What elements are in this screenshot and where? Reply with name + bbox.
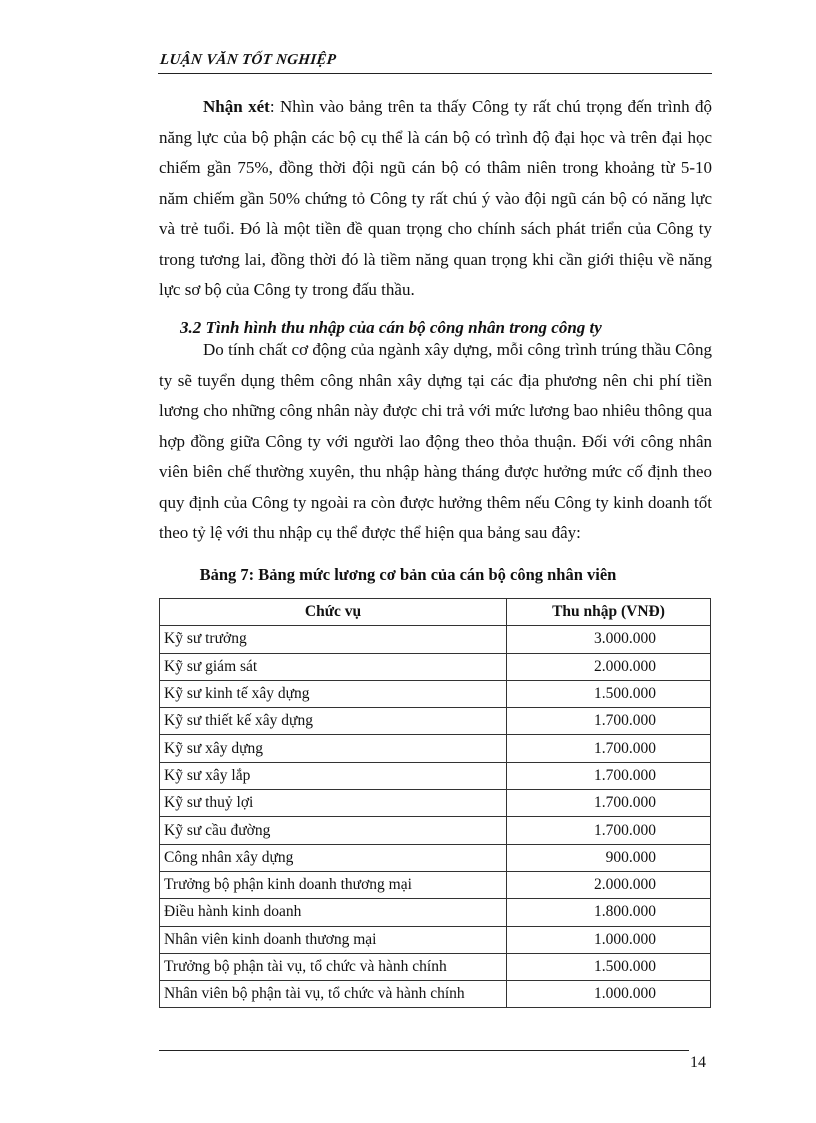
table-row: [160, 871, 711, 898]
cell-income: 1.700.000: [507, 790, 711, 817]
remark-label: Nhận xét: [203, 97, 270, 116]
cell-income: 2.000.000: [507, 653, 711, 680]
cell-income: 3.000.000: [507, 626, 711, 653]
cell-role: Kỹ sư thiết kế xây dựng: [160, 708, 507, 735]
table-row: [160, 953, 711, 980]
table-header-row: [160, 599, 711, 626]
header-divider: [158, 73, 712, 74]
salary-table: [159, 598, 711, 1008]
column-header-income: Thu nhập (VNĐ): [507, 599, 711, 626]
cell-income: 1.500.000: [507, 680, 711, 707]
cell-role: Kỹ sư giám sát: [160, 653, 507, 680]
table-caption: Bảng 7: Bảng mức lương cơ bản của cán bộ công nhân viên: [199, 565, 617, 584]
cell-income: 1.700.000: [507, 817, 711, 844]
table-row: [160, 626, 711, 653]
paragraph-remark: [159, 92, 712, 306]
column-header-role: Chức vụ: [160, 599, 507, 626]
cell-role: Công nhân xây dựng: [160, 844, 507, 871]
footer-divider: [159, 1050, 689, 1051]
cell-role: Điều hành kinh doanh: [160, 899, 507, 926]
table-row: [160, 762, 711, 789]
table-row: [160, 899, 711, 926]
cell-income: 1.000.000: [507, 926, 711, 953]
table-row: [160, 817, 711, 844]
cell-role: Nhân viên kinh doanh thương mại: [160, 926, 507, 953]
paragraph-income: [159, 335, 712, 549]
cell-income: 1.700.000: [507, 762, 711, 789]
cell-role: Nhân viên bộ phận tài vụ, tổ chức và hành chính: [160, 981, 507, 1008]
cell-role: Kỹ sư thuỷ lợi: [160, 790, 507, 817]
table-row: [160, 844, 711, 871]
cell-role: Kỹ sư cầu đường: [160, 817, 507, 844]
table-row: [160, 735, 711, 762]
cell-income: 2.000.000: [507, 871, 711, 898]
table-row: [160, 708, 711, 735]
remark-text: : Nhìn vào bảng trên ta thấy Công ty rất chú trọng đến trình độ năng lực của bộ phận các bộ cụ thể là cán bộ có trình độ đại học và trên đại học chiếm gần 75%, đồng thời đội ngũ cán bộ có thâm niên trong khoảng từ 5-10 năm chiếm gần 50% chứng tỏ Công ty rất chú ý vào đội ngũ cán bộ có năng lực và trẻ tuổi. Đó là một tiền đề quan trọng cho chính sách phát triển của Công ty trong tương lai, đồng thời đó là tiềm năng quan trọng khi cần giới thiệu về năng lực sơ bộ của Công ty trong đấu thầu.: [159, 97, 712, 299]
cell-income: 1.000.000: [507, 981, 711, 1008]
cell-income: 1.700.000: [507, 708, 711, 735]
cell-role: Trưởng bộ phận tài vụ, tổ chức và hành chính: [160, 953, 507, 980]
cell-income: 1.700.000: [507, 735, 711, 762]
section-heading: 3.2 Tình hình thu nhập của cán bộ công nhân trong công ty: [180, 318, 602, 337]
cell-income: 1.800.000: [507, 899, 711, 926]
cell-role: Trưởng bộ phận kinh doanh thương mại: [160, 871, 507, 898]
table-row: [160, 981, 711, 1008]
document-header-title: LUẬN VĂN TỐT NGHIỆP: [159, 52, 338, 68]
income-text: Do tính chất cơ động của ngành xây dựng, mỗi công trình trúng thầu Công ty sẽ tuyển dụng thêm công nhân xây dựng tại các địa phương nên chi phí tiền lương cho những công nhân này được chi trả với mức lương bao nhiêu thông qua hợp đồng giữa Công ty với người lao động theo thỏa thuận. Đối với công nhân viên biên chế thường xuyên, thu nhập hàng tháng được hưởng mức cố định theo quy định của Công ty ngoài ra còn được hưởng thêm nếu Công ty kinh doanh tốt theo tỷ lệ với thu nhập cụ thể được thể hiện qua bảng sau đây:: [159, 340, 712, 542]
cell-role: Kỹ sư xây lắp: [160, 762, 507, 789]
table-row: [160, 680, 711, 707]
cell-income: 1.500.000: [507, 953, 711, 980]
cell-role: Kỹ sư kinh tế xây dựng: [160, 680, 507, 707]
cell-role: Kỹ sư xây dựng: [160, 735, 507, 762]
page-number: 14: [690, 1054, 706, 1071]
table-row: [160, 653, 711, 680]
cell-income: 900.000: [507, 844, 711, 871]
cell-role: Kỹ sư trưởng: [160, 626, 507, 653]
table-row: [160, 790, 711, 817]
table-row: [160, 926, 711, 953]
